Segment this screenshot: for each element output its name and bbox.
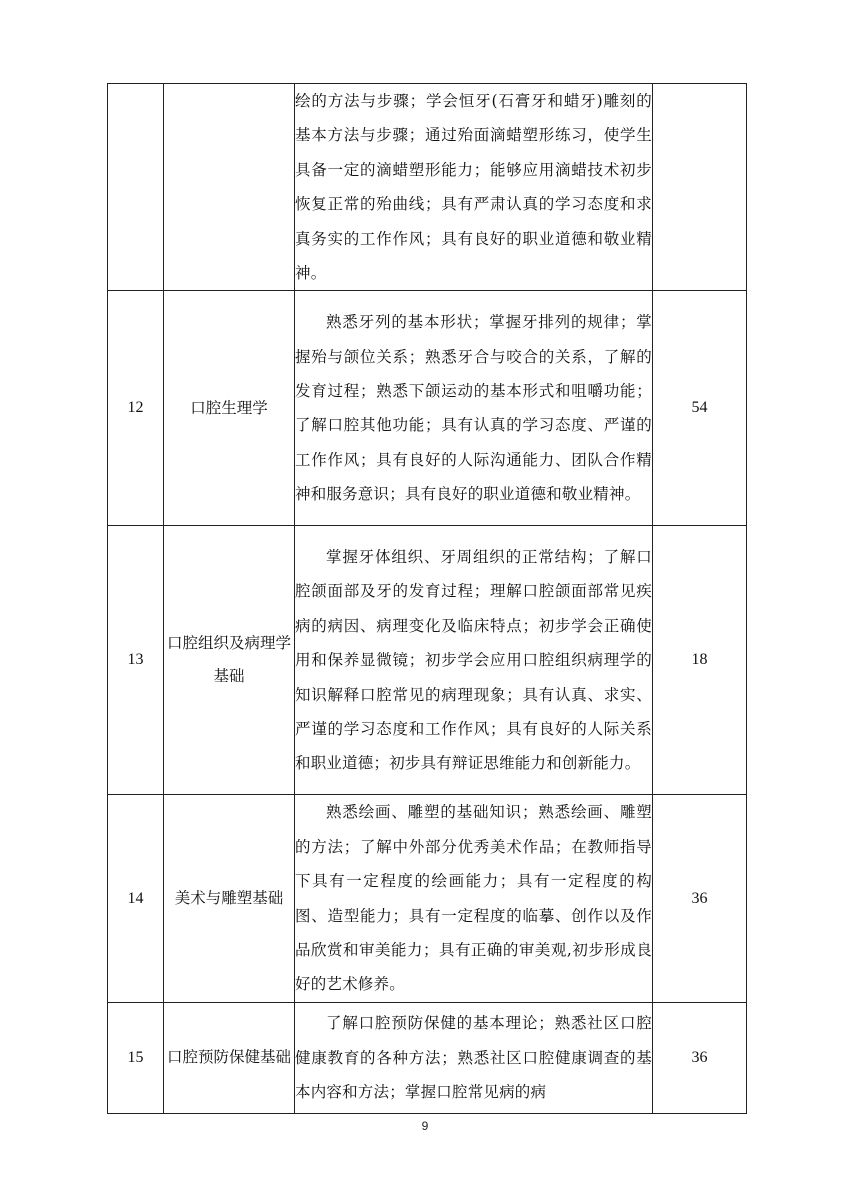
table-row xyxy=(108,1002,747,1113)
course-name: 美术与雕塑基础 xyxy=(164,795,295,1002)
course-description xyxy=(295,526,653,795)
course-description xyxy=(295,1002,653,1113)
description-text: 绘的方法与步骤；学会恒牙(石膏牙和蜡牙)雕刻的基本方法与步骤；通过殆面滴蜡塑形练习，使学生具备一定的滴蜡塑形能力；能够应用滴蜡技术初步恢复正常的殆曲线；具有严肃认真的学习态度和求真务实的工作作风；具有良好的职业道德和敬业精神。 xyxy=(295,92,652,283)
course-table xyxy=(107,83,747,1114)
course-hours: 54 xyxy=(653,291,747,526)
course-hours: 18 xyxy=(653,526,747,795)
course-hours xyxy=(653,84,747,291)
course-hours: 36 xyxy=(653,1002,747,1113)
course-number: 12 xyxy=(108,291,164,526)
table-row xyxy=(108,291,747,526)
course-description xyxy=(295,291,653,526)
course-name: 口腔生理学 xyxy=(164,291,295,526)
table-row xyxy=(108,526,747,795)
table-row xyxy=(108,84,747,291)
course-description xyxy=(295,795,653,1002)
course-number: 14 xyxy=(108,795,164,1002)
course-hours: 36 xyxy=(653,795,747,1002)
table-row xyxy=(108,795,747,1002)
description-text: 熟悉牙列的基本形状；掌握牙排列的规律；掌握殆与颌位关系；熟悉牙合与咬合的关系，了解的发育过程；熟悉下颌运动的基本形式和咀嚼功能；了解口腔其他功能；具有认真的学习态度、严谨的工作作风；具有良好的人际沟通能力、团队合作精神和服务意识；具有良好的职业道德和敬业精神。 xyxy=(295,313,652,504)
description-text: 掌握牙体组织、牙周组织的正常结构；了解口腔颌面部及牙的发育过程；理解口腔颌面部常见疾病的病因、病理变化及临床特点；初步学会正确使用和保养显微镜；初步学会应用口腔组织病理学的知识解释口腔常见的病理现象；具有认真、求实、严谨的学习态度和工作作风；具有良好的人际关系和职业道德；初步具有辩证思维能力和创新能力。 xyxy=(295,548,652,773)
course-name: 口腔预防保健基础 xyxy=(164,1002,295,1113)
description-text: 熟悉绘画、雕塑的基础知识；熟悉绘画、雕塑的方法；了解中外部分优秀美术作品；在教师指导下具有一定程度的绘画能力；具有一定程度的构图、造型能力；具有一定程度的临摹、创作以及作品欣赏和审美能力；具有正确的审美观,初步形成良好的艺术修养。 xyxy=(295,803,652,994)
course-description xyxy=(295,84,653,291)
description-text: 了解口腔预防保健的基本理论；熟悉社区口腔健康教育的各种方法；熟悉社区口腔健康调查的基本内容和方法；掌握口腔常见病的病 xyxy=(295,1014,652,1102)
course-number: 13 xyxy=(108,526,164,795)
page-number: 9 xyxy=(421,1119,429,1133)
course-number xyxy=(108,84,164,291)
course-number: 15 xyxy=(108,1002,164,1113)
course-name: 口腔组织及病理学基础 xyxy=(164,526,295,795)
course-name xyxy=(164,84,295,291)
